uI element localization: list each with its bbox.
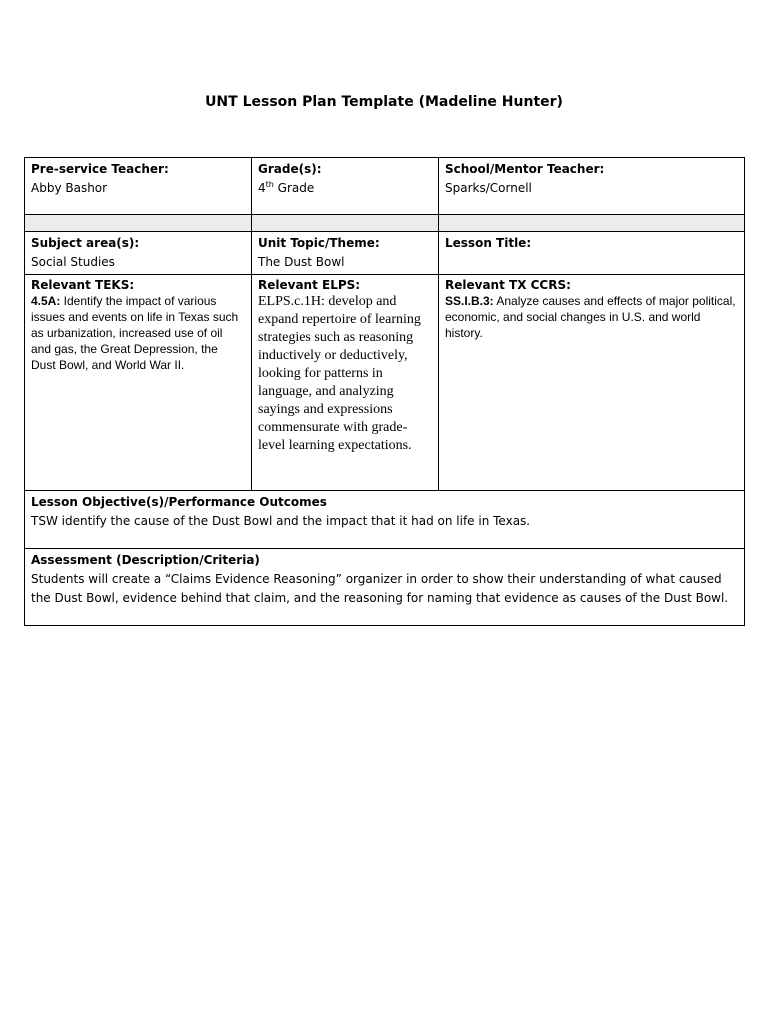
grade-value (258, 179, 432, 198)
subject-label: Subject area(s): (31, 236, 140, 250)
teacher-label: Pre-service Teacher: (31, 162, 169, 176)
lesson-title-cell (439, 232, 745, 275)
grade-ordinal: th (265, 180, 274, 189)
teacher-info-row (25, 158, 745, 215)
school-cell (439, 158, 745, 215)
spacer-row (25, 215, 745, 232)
teks-label: Relevant TEKS: (31, 278, 135, 292)
topic-label: Unit Topic/Theme: (258, 236, 380, 250)
elps-text: ELPS.c.1H: develop and expand repertoire of learning strategies such as reasoning inductively or deductively, looking for patterns in language, and analyzing sayings and expressions commensurate with grade-level learning expectations. (258, 294, 421, 453)
assessment-label: Assessment (Description/Criteria) (31, 553, 260, 567)
teks-description: Identify the impact of various issues and events on life in Texas such as urbanization, increased use of oil and gas, the Great Depression, the Dust Bowl, and World War II. (31, 294, 239, 372)
spacer-cell-2 (252, 215, 439, 232)
subject-value: Social Studies (31, 255, 115, 269)
teacher-cell (25, 158, 252, 215)
grade-word: Grade (273, 181, 315, 195)
objective-text: TSW identify the cause of the Dust Bowl and the impact that it had on life in Texas. (31, 514, 531, 528)
teks-cell (25, 275, 252, 491)
assessment-row (25, 549, 745, 626)
teks-text (31, 293, 245, 373)
ccrs-description: Analyze causes and effects of major political, economic, and social changes in U.S. and world history. (445, 294, 736, 340)
objective-row (25, 491, 745, 549)
objective-cell (25, 491, 745, 549)
assessment-cell (25, 549, 745, 626)
assessment-text: Students will create a “Claims Evidence Reasoning” organizer in order to show their understanding of what caused the Dust Bowl, evidence behind that claim, and the reasoning for naming that evidence as causes of the Dust Bowl. (31, 572, 729, 605)
lesson-title-label: Lesson Title: (445, 236, 532, 250)
standards-row (25, 275, 745, 491)
elps-cell (252, 275, 439, 491)
spacer-cell-3 (439, 215, 745, 232)
school-label: School/Mentor Teacher: (445, 162, 605, 176)
page-title: UNT Lesson Plan Template (Madeline Hunter) (205, 94, 563, 110)
subject-cell (25, 232, 252, 275)
grade-cell (252, 158, 439, 215)
school-value: Sparks/Cornell (445, 181, 532, 195)
ccrs-code: SS.I.B.3: (445, 294, 494, 308)
ccrs-text (445, 293, 738, 341)
lesson-plan-table (24, 157, 745, 626)
grade-number: 4 (258, 181, 266, 195)
elps-label: Relevant ELPS: (258, 278, 361, 292)
spacer-cell-1 (25, 215, 252, 232)
topic-cell (252, 232, 439, 275)
subject-row (25, 232, 745, 275)
objective-label: Lesson Objective(s)/Performance Outcomes (31, 495, 327, 509)
ccrs-label: Relevant TX CCRS: (445, 278, 571, 292)
teacher-value: Abby Bashor (31, 181, 108, 195)
teks-code: 4.5A: (31, 294, 61, 308)
ccrs-cell (439, 275, 745, 491)
grade-label: Grade(s): (258, 162, 322, 176)
topic-value: The Dust Bowl (258, 255, 345, 269)
